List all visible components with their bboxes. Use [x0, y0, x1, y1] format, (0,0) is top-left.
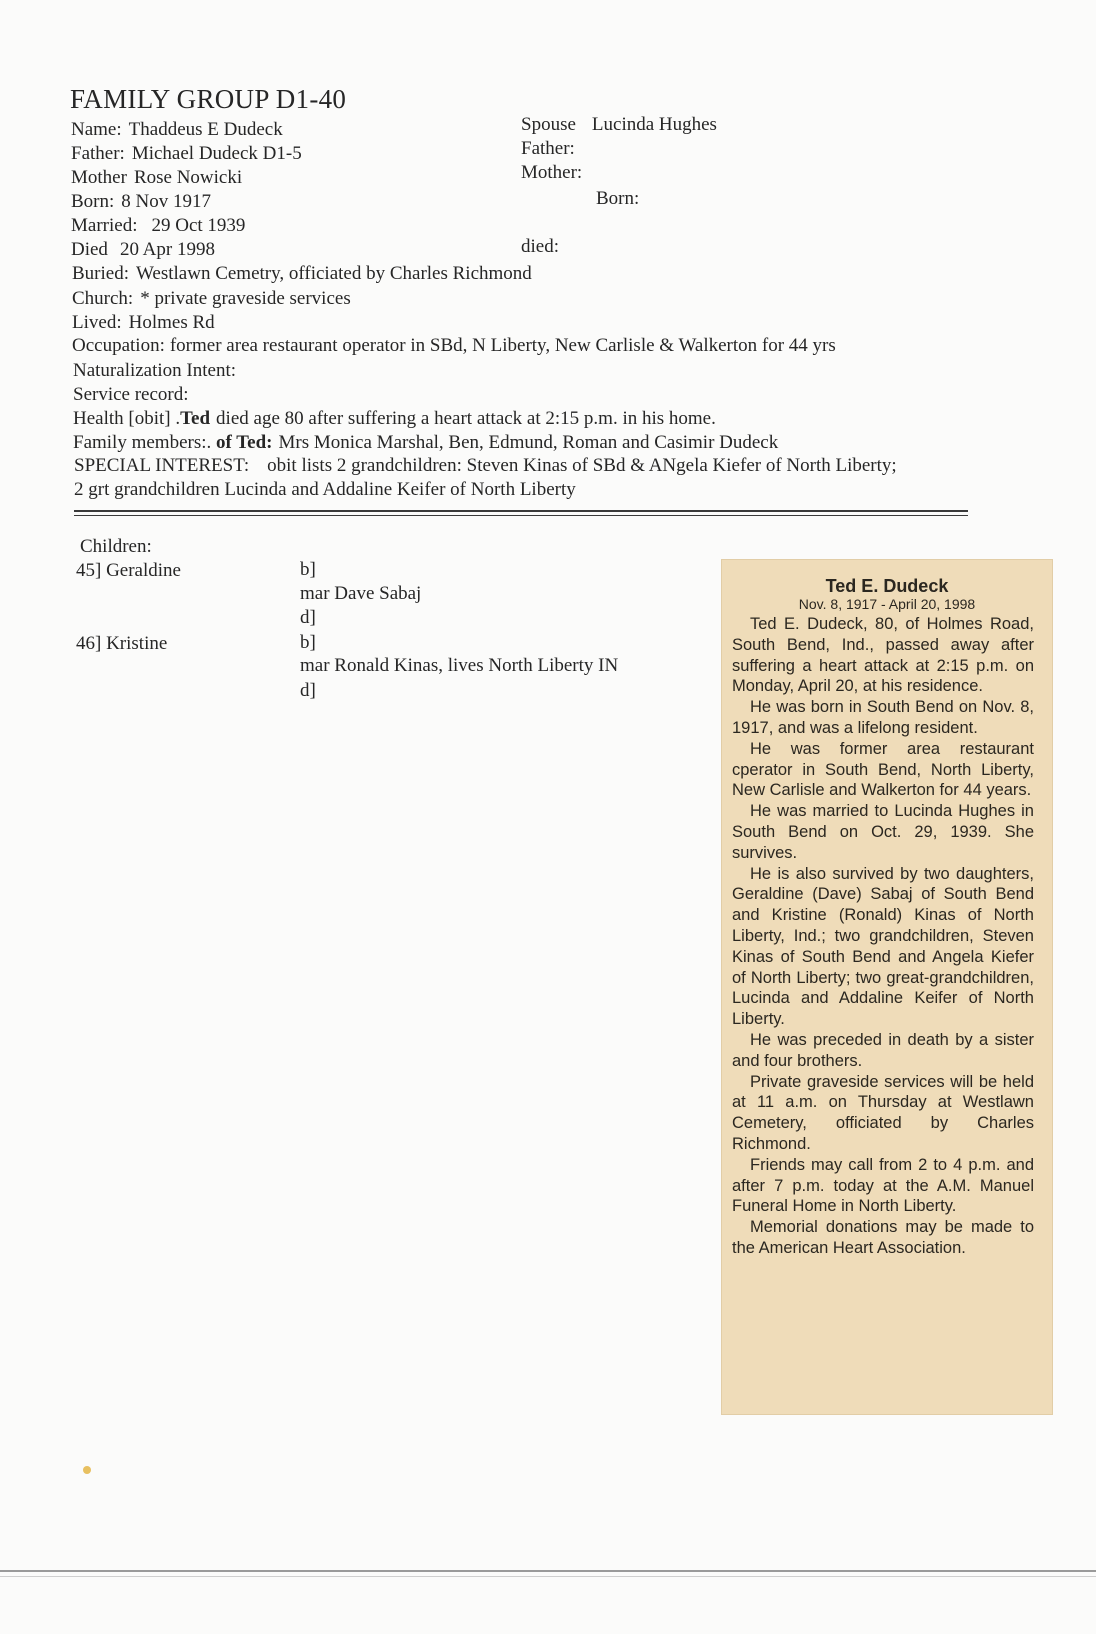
lived-row [72, 312, 215, 334]
obituary-paragraph: He is also survived by two daughters, Geraldine (Dave) Sabaj of South Bend and Kristine (Ronald) Kinas of North Liberty, Ind.; two grandchildren, Steven Kinas of South Bend and Angela Kiefer of North Liberty; two great-grandchildren, Lucinda and Addaline Keifer of North Liberty. [732, 864, 1034, 1029]
obituary-paragraph: He was married to Lucinda Hughes in South Bend on Oct. 29, 1939. She survives. [732, 802, 1034, 862]
buried-value: Westlawn Cemetry, officiated by Charles Richmond [136, 263, 532, 284]
mother-label: Mother [71, 167, 127, 188]
born-row [71, 191, 211, 213]
obituary-body [722, 612, 1052, 1259]
spouse-value: Lucinda Hughes [591, 114, 717, 135]
name-label: Name: [71, 119, 122, 140]
child-died: d] [300, 607, 316, 628]
family-members-label: Family members:. [73, 432, 212, 453]
spouse-mother-label: Mother: [521, 162, 583, 183]
paper-speck [83, 1466, 91, 1474]
died-label: Died [71, 239, 108, 260]
service-record-label: Service record: [73, 384, 189, 405]
lived-label: Lived: [72, 312, 122, 333]
name-row [71, 119, 283, 141]
married-value: 29 Oct 1939 [151, 215, 246, 236]
child-name: 45] Geraldine [76, 560, 181, 581]
naturalization-label: Naturalization Intent: [73, 360, 237, 381]
mother-row [71, 167, 242, 189]
health-label: Health [obit] . [73, 408, 181, 429]
child-born: b] [300, 632, 316, 653]
obituary-clipping [722, 560, 1052, 1414]
special-interest-row [74, 455, 897, 477]
obituary-dates: Nov. 8, 1917 - April 20, 1998 [798, 596, 976, 612]
obituary-paragraph: He was preceded in death by a sister and four brothers. [732, 1030, 1034, 1070]
father-label: Father: [71, 143, 125, 164]
buried-row [72, 263, 532, 285]
child-born: b] [300, 559, 316, 580]
buried-label: Buried: [72, 263, 129, 284]
obituary-paragraph: Friends may call from 2 to 4 p.m. and after 7 p.m. today at the A.M. Manuel Funeral Home in North Liberty. [732, 1155, 1034, 1216]
obituary-paragraph: He was former area restaurant cperator in South Bend, North Liberty, New Carlisle and Walkerton for 44 years. [732, 739, 1034, 800]
spouse-father-label: Father: [521, 138, 575, 159]
child-married: mar Ronald Kinas, lives North Liberty IN [300, 655, 619, 676]
occupation-label: Occupation: [72, 335, 165, 356]
born-label: Born: [71, 191, 115, 212]
special-interest-value: obit lists 2 grandchildren: Steven Kinas of SBd & ANgela Kiefer of North Liberty; [267, 455, 897, 476]
occupation-row [72, 335, 836, 357]
died-value: 20 Apr 1998 [119, 239, 215, 260]
born-value: 8 Nov 1917 [121, 191, 212, 212]
special-interest-label: SPECIAL INTEREST: [74, 455, 250, 476]
health-row [73, 408, 716, 430]
obituary-paragraph: He was born in South Bend on Nov. 8, 1917, and was a lifelong resident. [732, 698, 1034, 737]
church-row [72, 288, 351, 310]
divider-bottom [74, 515, 968, 516]
obituary-heading: Ted E. Dudeck [825, 576, 949, 596]
father-value: Michael Dudeck D1-5 [131, 143, 302, 164]
health-value: died age 80 after suffering a heart attack at 2:15 p.m. in his home. [216, 408, 716, 429]
spouse-born-label: Born: [596, 188, 640, 209]
spouse-label: Spouse [521, 114, 576, 135]
special-interest-continued: 2 grt grandchildren Lucinda and Addaline Keifer of North Liberty [74, 479, 576, 500]
obituary-paragraph: Ted E. Dudeck, 80, of Holmes Road, South Bend, Ind., passed away after suffering a heart attack at 2:15 p.m. on Monday, April 20, at his residence. [732, 615, 1034, 696]
died-row [71, 239, 215, 261]
child-died: d] [300, 680, 316, 701]
family-members-subject: of Ted: [216, 432, 273, 453]
scan-bottom-edge-shadow [0, 1576, 1096, 1577]
scan-bottom-edge [0, 1570, 1096, 1572]
church-label: Church: [72, 288, 134, 309]
family-members-row [73, 432, 778, 454]
mother-value: Rose Nowicki [133, 167, 243, 188]
church-value: * private graveside services [140, 288, 351, 309]
spouse-row [521, 114, 717, 136]
children-label: Children: [80, 536, 152, 557]
obituary-paragraph: Private graveside services will be held at 11 a.m. on Thursday at Westlawn Cemetery, officiated by Charles Richmond. [732, 1072, 1034, 1153]
divider-top [74, 510, 968, 512]
married-row [71, 215, 245, 237]
child-married: mar Dave Sabaj [300, 583, 422, 604]
married-label: Married: [71, 215, 138, 236]
name-value: Thaddeus E Dudeck [128, 119, 283, 140]
occupation-value: former area restaurant operator in SBd, N Liberty, New Carlisle & Walkerton for 44 yrs [169, 335, 836, 356]
child-name: 46] Kristine [76, 633, 168, 654]
father-row [71, 143, 302, 165]
family-members-value: Mrs Monica Marshal, Ben, Edmund, Roman and Casimir Dudeck [278, 432, 779, 453]
health-subject: Ted [180, 408, 211, 429]
spouse-died-label: died: [521, 236, 559, 257]
obituary-paragraph: Memorial donations may be made to the American Heart Association. [732, 1218, 1034, 1257]
page-title: FAMILY GROUP D1-40 [70, 84, 347, 114]
lived-value: Holmes Rd [128, 312, 215, 333]
